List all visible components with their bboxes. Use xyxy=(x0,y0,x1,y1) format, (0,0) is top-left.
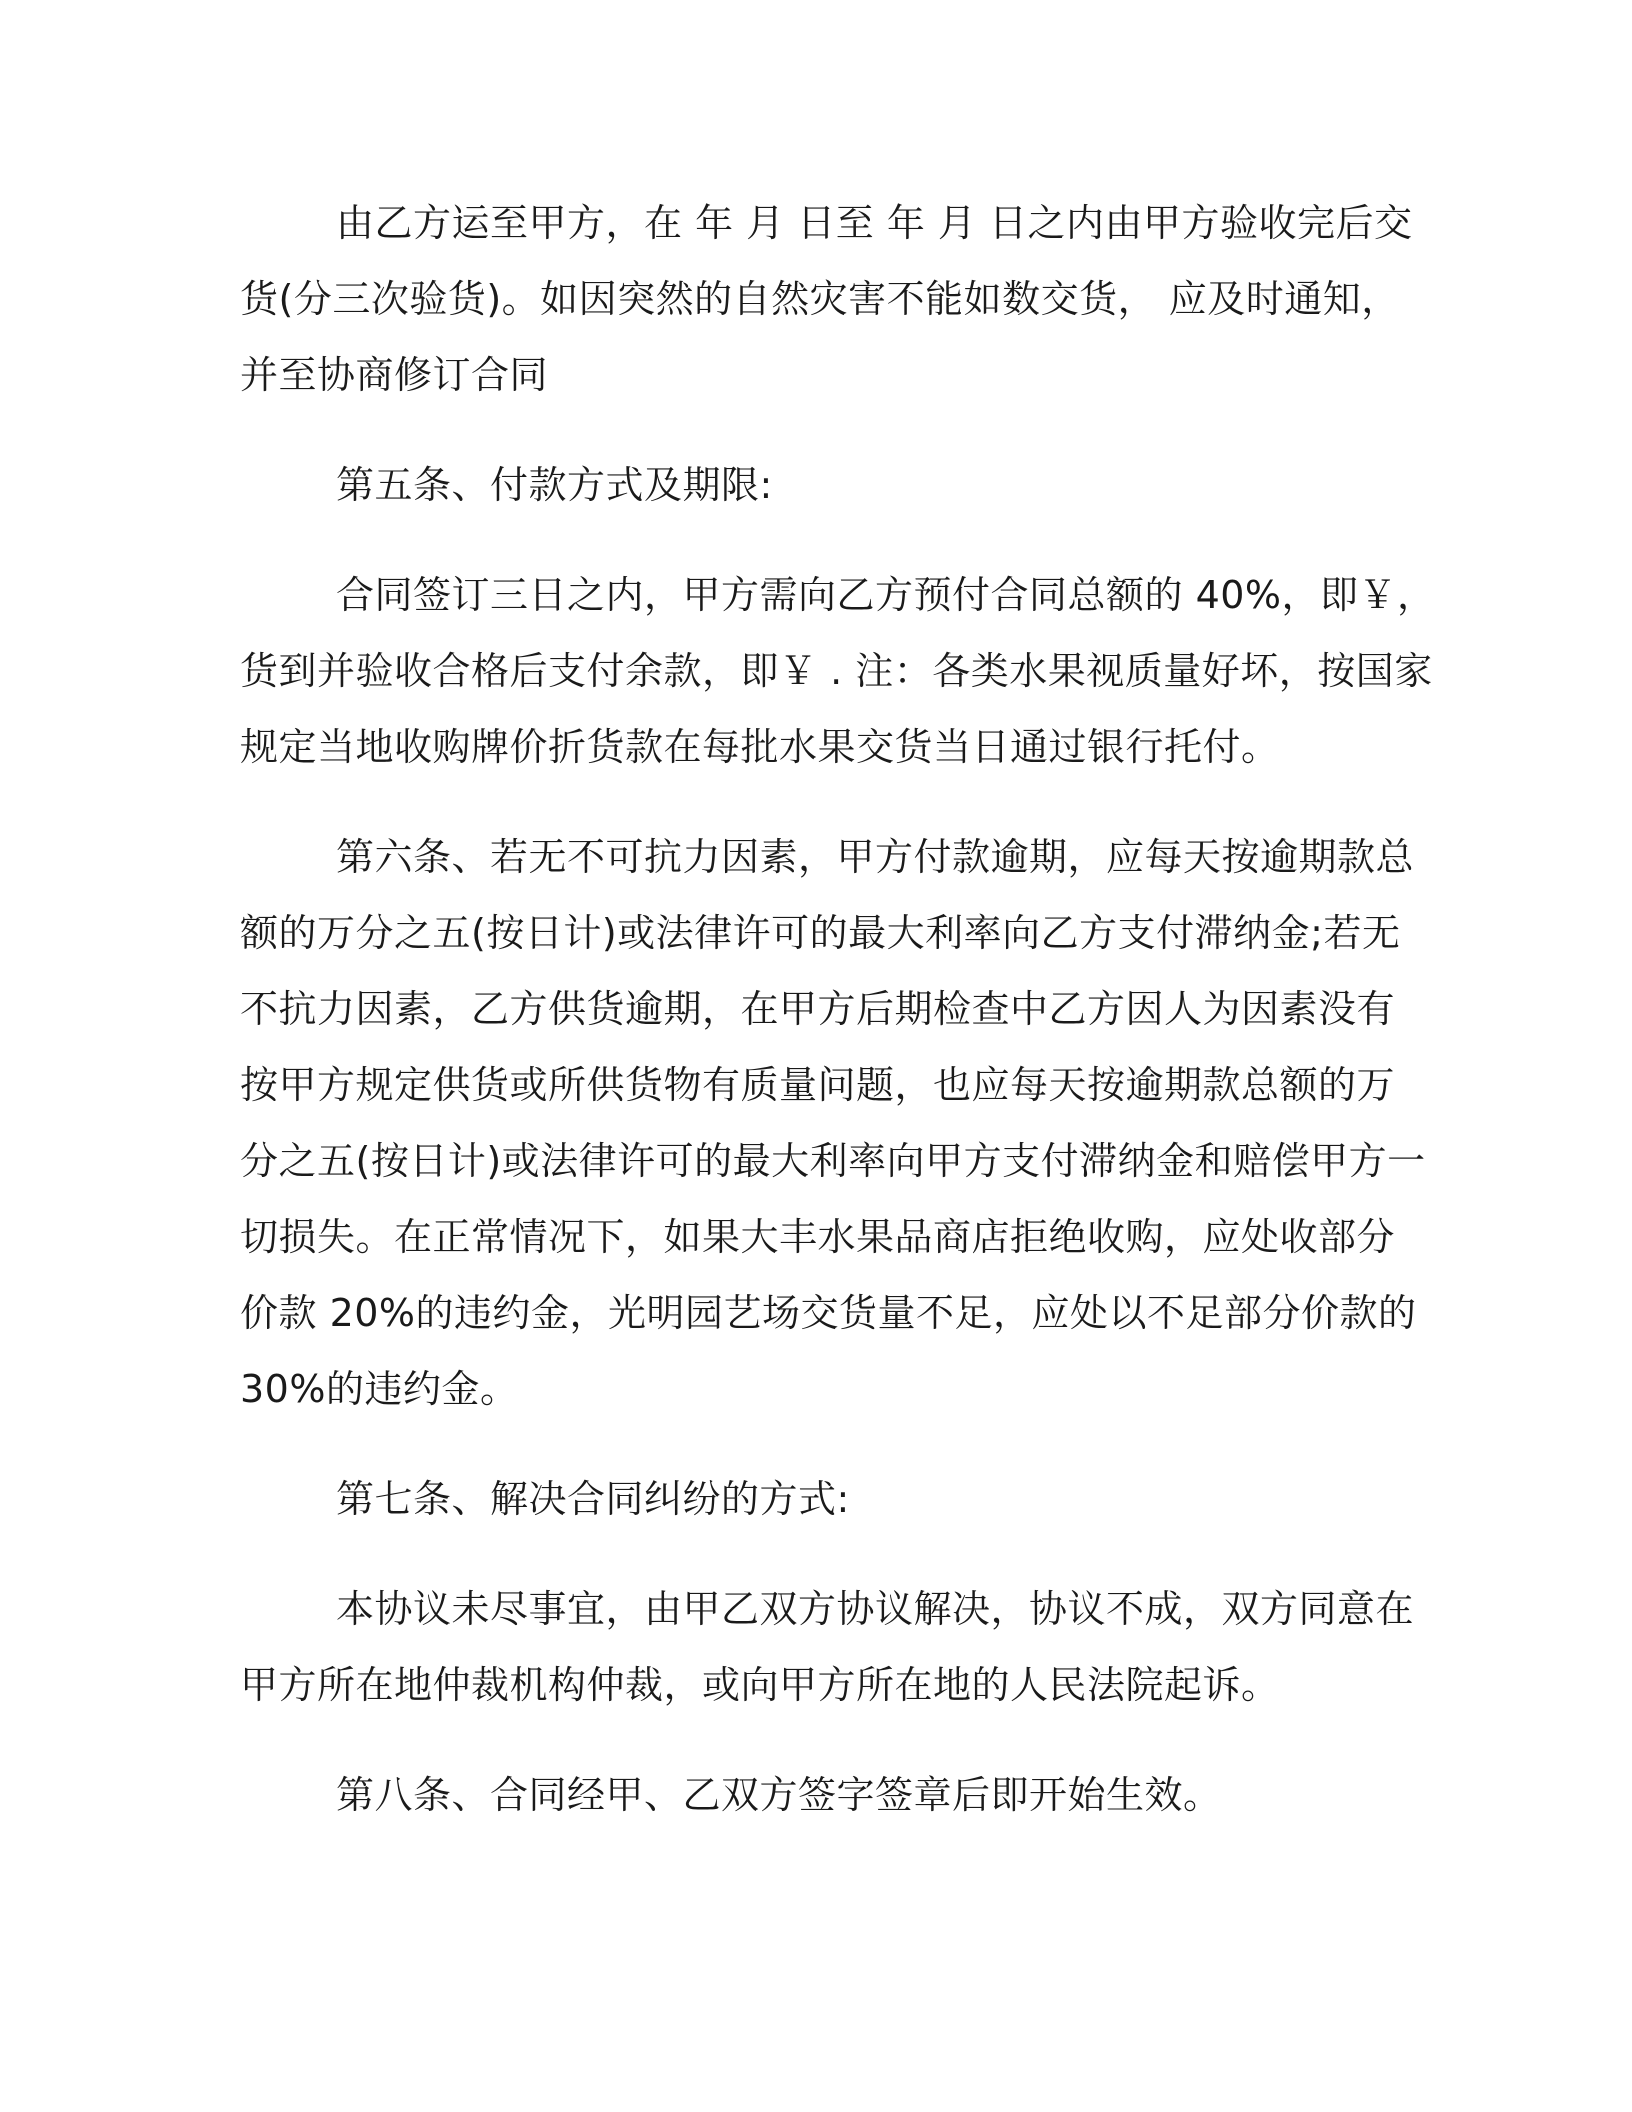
text-line: 规定当地收购牌价折货款在每批水果交货当日通过银行托付。 xyxy=(240,725,1280,769)
text-line: 由乙方运至甲方，在 年 月 日至 年 月 日之内由甲方验收完后交 xyxy=(336,201,1413,245)
text-line: 价款 20%的违约金，光明园艺场交货量不足，应处以不足部分价款的 xyxy=(240,1291,1417,1335)
article-7-heading xyxy=(240,1461,1390,1537)
text-line: 第七条、解决合同纠纷的方式: xyxy=(336,1477,850,1521)
text-line: 第六条、若无不可抗力因素，甲方付款逾期，应每天按逾期款总 xyxy=(336,835,1415,879)
paragraph-delivery xyxy=(240,185,1413,413)
text-line: 30%的违约金。 xyxy=(240,1367,519,1411)
text-line: 按甲方规定供货或所供货物有质量问题，也应每天按逾期款总额的万 xyxy=(240,1063,1396,1107)
article-5-heading xyxy=(240,447,1390,523)
text-line: 并至协商修订合同 xyxy=(240,353,549,397)
text-line: 货到并验收合格后支付余款，即￥ . 注：各类水果视质量好坏，按国家 xyxy=(240,649,1433,693)
text-line: 本协议未尽事宜，由甲乙双方协议解决，协议不成，双方同意在 xyxy=(336,1587,1415,1631)
text-line: 货(分三次验货)。如因突然的自然灾害不能如数交货， 应及时通知， xyxy=(240,277,1400,321)
text-line: 不抗力因素，乙方供货逾期，在甲方后期检查中乙方因人为因素没有 xyxy=(240,987,1396,1031)
text-line: 分之五(按日计)或法律许可的最大利率向甲方支付滞纳金和赔偿甲方一 xyxy=(240,1139,1426,1183)
paragraph-article-7 xyxy=(240,1571,1415,1723)
paragraph-article-6 xyxy=(240,819,1426,1427)
text-line: 切损失。在正常情况下，如果大丰水果品商店拒绝收购，应处收部分 xyxy=(240,1215,1396,1259)
text-line: 第八条、合同经甲、乙双方签字签章后即开始生效。 xyxy=(336,1773,1222,1817)
text-line: 合同签订三日之内，甲方需向乙方预付合同总额的 40%，即￥， xyxy=(336,573,1436,617)
document-page xyxy=(240,185,1436,1833)
paragraph-article-5 xyxy=(240,557,1436,785)
text-line: 甲方所在地仲裁机构仲裁，或向甲方所在地的人民法院起诉。 xyxy=(240,1663,1280,1707)
paragraph-article-8 xyxy=(240,1757,1390,1833)
text-line: 第五条、付款方式及期限: xyxy=(336,463,773,507)
text-line: 额的万分之五(按日计)或法律许可的最大利率向乙方支付滞纳金;若无 xyxy=(240,911,1401,955)
